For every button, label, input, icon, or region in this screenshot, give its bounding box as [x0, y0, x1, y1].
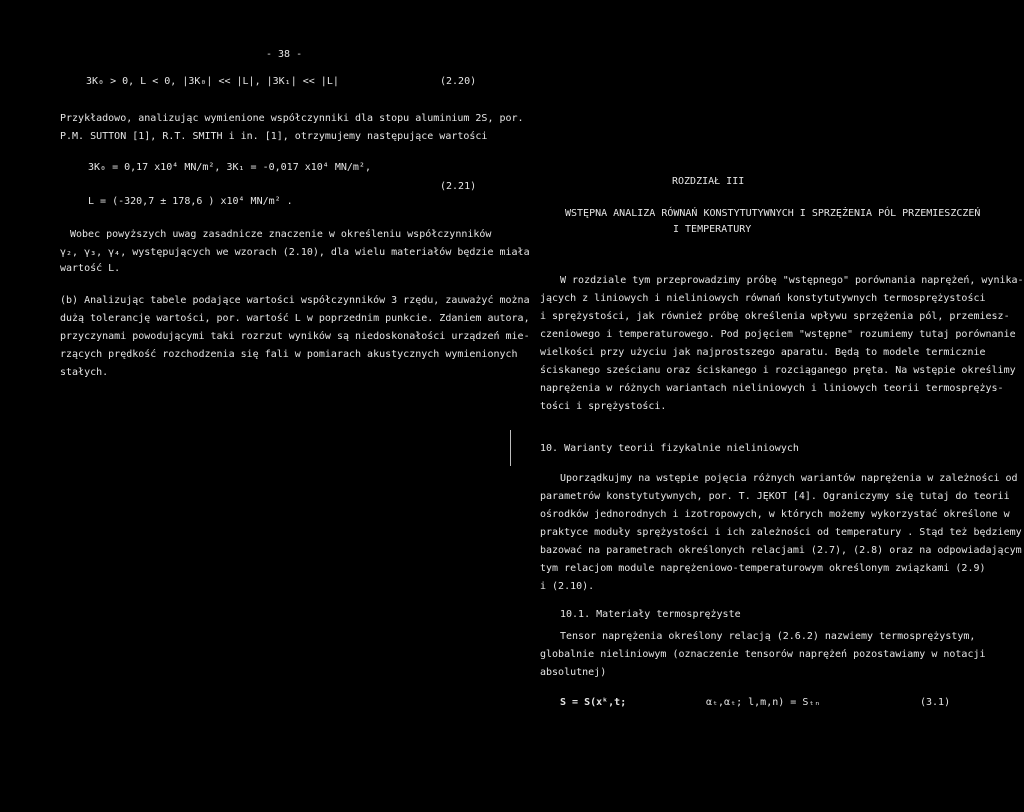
text-line: dużą tolerancję wartości, por. wartość L w poprzednim punkcie. Zdaniem autora, [60, 313, 530, 324]
formula-2-21-line2: L = (-320,7 ± 178,6 ) x10⁴ MN/m² . [88, 196, 293, 207]
text-line: wielkości przy użyciu jak najprostszego aparatu. Będą to modele termicznie [540, 347, 986, 358]
text-line: γ₂, γ₃, γ₄, występujących we wzorach (2.10), dla wielu materiałów będzie miała [60, 247, 530, 258]
text-line: stałych. [60, 367, 109, 378]
formula-3-1-rhs: αₜ,αₜ; l,m,n) = Sₜₙ [706, 697, 821, 708]
section-10-heading: 10. Warianty teorii fizykalnie nieliniowych [540, 443, 799, 454]
formula-3-1-lhs: S = S(xᵏ,t; [560, 697, 627, 708]
text-line: ściskanego sześcianu oraz ściskanego i rozciąganego pręta. Na wstępie określimy [540, 365, 1016, 376]
text-line: ośrodków jednorodnych i izotropowych, w których możemy wykorzystać określone w [540, 509, 1010, 520]
text-line: czeniowego i temperaturowego. Pod pojęciem "wstępne" rozumiemy tutaj porównanie [540, 329, 1016, 340]
remark-paragraph [60, 226, 530, 276]
formula-2-21-line1: 3K₀ = 0,17 x10⁴ MN/m², 3K₁ = -0,017 x10⁴ MN/m², [88, 162, 371, 173]
text-line: Przykładowo, analizując wymienione współczynniki dla stopu aluminium 2S, por. [60, 113, 524, 124]
section-10-1-paragraph [540, 628, 986, 682]
text-line: bazować na parametrach określonych relacjami (2.7), (2.8) oraz na odpowiadającym [540, 545, 1022, 556]
text-line: przyczynami powodującymi taki rozrzut wyników są niedoskonałości urządzeń mie- [60, 331, 530, 342]
text-line: W rozdziale tym przeprowadzimy próbę "wstępnego" porównania naprężeń, wynika- [560, 275, 1024, 286]
chapter-intro-paragraph [540, 272, 1024, 416]
text-line: absolutnej) [540, 667, 607, 678]
text-line: tości i sprężystości. [540, 401, 667, 412]
intro-paragraph [60, 110, 524, 146]
text-line: (b) Analizując tabele podające wartości współczynników 3 rzędu, zauważyć można [60, 295, 530, 306]
text-line: tym relacjom module naprężeniowo-temperaturowym określonym związkami (2.9) [540, 563, 986, 574]
text-line: rzących prędkość rozchodzenia się fali w pomiarach akustycznych wymienionych [60, 349, 518, 360]
text-line: praktyce moduły sprężystości i ich zależności od temperatury . Stąd też będziemy [540, 527, 1022, 538]
formula-3-1-number: (3.1) [920, 697, 951, 708]
text-line: Tensor naprężenia określony relacją (2.6.2) nazwiemy termosprężystym, [560, 631, 976, 642]
text-line: Wobec powyższych uwag zasadnicze znaczenie w określeniu współczynników [70, 229, 492, 240]
text-line: Uporządkujmy na wstępie pojęcia różnych wariantów naprężenia w zależności od [560, 473, 1018, 484]
text-line: naprężenia w różnych wariantach nieliniowych i liniowych teorii termosprężys- [540, 383, 1004, 394]
formula-2-20: 3K₀ > 0, L < 0, |3K₀| << |L|, |3K₁| << |L| [86, 76, 339, 87]
title-line: I TEMPERATURY [673, 224, 752, 235]
text-line: globalnie nieliniowym (oznaczenie tensorów naprężeń pozostawiamy w notacji [540, 649, 986, 660]
formula-2-21-number: (2.21) [440, 181, 477, 192]
text-line: i sprężystości, jak również próbę określenia wpływu sprzężenia pól, przemiesz- [540, 311, 1010, 322]
text-line: jących z liniowych i nieliniowych równań konstytutywnych termosprężystości [540, 293, 986, 304]
formula-2-20-number: (2.20) [440, 76, 477, 87]
text-line: parametrów konstytutywnych, por. T. JĘKOT [4]. Ograniczymy się tutaj do teorii [540, 491, 1010, 502]
page-number: - 38 - [266, 49, 303, 60]
text-line: P.M. SUTTON [1], R.T. SMITH i in. [1], otrzymujemy następujące wartości [60, 131, 488, 142]
point-b-paragraph [60, 292, 530, 382]
section-10-1-heading: 10.1. Materiały termosprężyste [560, 609, 741, 620]
text-line: wartość L. [60, 263, 121, 274]
chapter-number: ROZDZIAŁ III [672, 176, 745, 187]
text-line: i (2.10). [540, 581, 595, 592]
title-line: WSTĘPNA ANALIZA RÓWNAŃ KONSTYTUTYWNYCH I SPRZĘŻENIA PÓL PRZEMIESZCZEŃ [565, 208, 981, 219]
column-divider [510, 430, 511, 466]
section-10-paragraph [540, 470, 1022, 596]
chapter-title [565, 206, 980, 238]
